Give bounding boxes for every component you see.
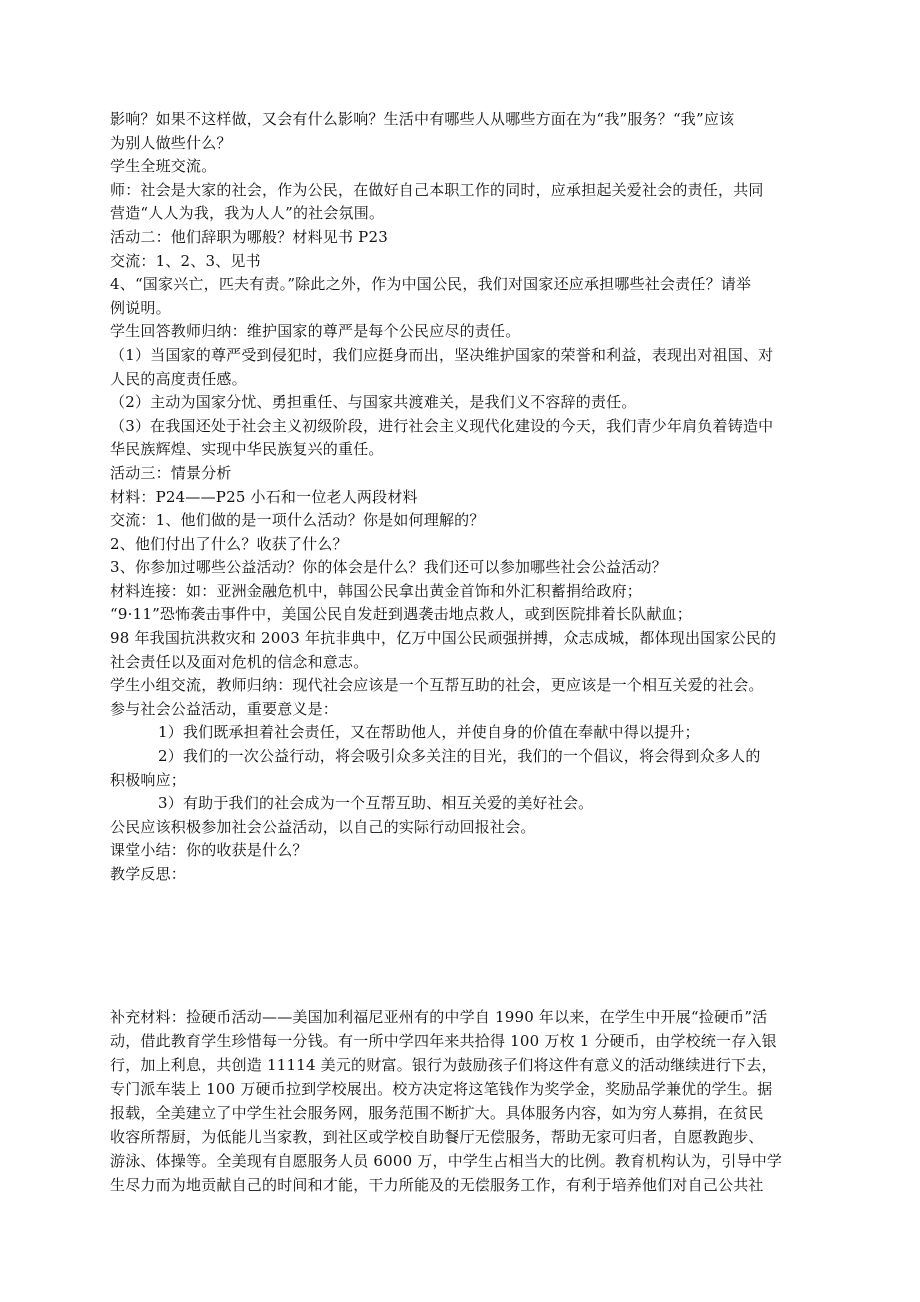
text-line: 营造“人人为我，我为人人”的社会氛围。: [110, 204, 385, 223]
supplementary-material-section: [110, 1005, 820, 1197]
text-line: 专门派车装上 100 万硬币拉到学校展出。校方决定将这笔钱作为奖学金，奖励品学兼优的学生。据: [110, 1079, 773, 1098]
text-line: 收容所帮厨，为低能儿当家教，到社区或学校自助餐厅无偿服务，帮助无家可归者，自愿教跑步、: [110, 1127, 764, 1146]
text-line: （3）在我国还处于社会主义初级阶段，进行社会主义现代化建设的今天，我们青少年肩负着铸造中: [110, 416, 774, 435]
text-line: 报载，全美建立了中学生社会服务网，服务范围不断扩大。具体服务内容，如为穷人募捐，在贫民: [110, 1103, 764, 1122]
text-line: （1）当国家的尊严受到侵犯时，我们应挺身而出，坚决维护国家的荣誉和利益，表现出对祖国、对: [110, 345, 774, 364]
text-line: 交流：1、2、3、见书: [110, 251, 261, 270]
text-line: 3、你参加过哪些公益活动？你的体会是什么？我们还可以参加哪些社会公益活动？: [110, 558, 667, 577]
text-line: 社会责任以及面对危机的信念和意志。: [110, 652, 369, 671]
text-line: 活动二：他们辞职为哪般？材料见书 P23: [110, 227, 388, 246]
text-line: 动，借此教育学生珍惜每一分钱。有一所中学四年来共拾得 100 万枚 1 分硬币，由学校统一存入银: [110, 1031, 777, 1050]
text-line: 4、“国家兴亡，匹夫有责。”除此之外，作为中国公民，我们对国家还应承担哪些社会责任？请举: [110, 275, 752, 294]
text-line: 材料：P24——P25 小石和一位老人两段材料: [110, 487, 418, 506]
blank-space: [110, 887, 820, 1005]
text-line: 游泳、体操等。全美现有自愿服务人员 6000 万，中学生占相当大的比例。教育机构认为，引导中学: [110, 1151, 783, 1170]
text-line: 1）我们既承担着社会责任，又在帮助他人，并使自身的价值在奉献中得以提升；: [158, 723, 700, 742]
text-line: 材料连接：如：亚洲金融危机中，韩国公民拿出黄金首饰和外汇积蓄捐给政府；: [110, 581, 643, 600]
text-line: 2、他们付出了什么？收获了什么？: [110, 534, 348, 553]
text-line: 参与社会公益活动，重要意义是：: [110, 699, 339, 718]
text-line: 学生小组交流，教师归纳：现代社会应该是一个互帮互助的社会，更应该是一个相互关爱的社会。: [110, 676, 764, 695]
text-line: 教学反思：: [110, 865, 187, 883]
text-line: 师：社会是大家的社会，作为公民，在做好自己本职工作的同时，应承担起关爱社会的责任，共同: [110, 180, 764, 199]
text-line: 行，加上利息，共创造 11114 美元的财富。银行为鼓励孩子们将这件有意义的活动继续进行下去，: [110, 1055, 777, 1074]
lesson-text-section: [110, 108, 820, 887]
text-line: 为别人做些什么？: [110, 133, 232, 152]
text-line: 积极响应；: [110, 770, 187, 789]
text-line: 人民的高度责任感。: [110, 369, 247, 388]
text-line: 学生全班交流。: [110, 157, 217, 176]
text-line: （2）主动为国家分忧、勇担重任、与国家共渡难关，是我们义不容辞的责任。: [110, 393, 637, 412]
text-line: 例说明。: [110, 298, 171, 317]
text-line: 3）有助于我们的社会成为一个互帮互助、相互关爱的美好社会。: [158, 794, 594, 813]
text-line: 课堂小结：你的收获是什么？: [110, 841, 308, 860]
text-line: 华民族辉煌、实现中华民族复兴的重任。: [110, 440, 384, 459]
text-line: 98 年我国抗洪救灾和 2003 年抗非典中，亿万中国公民顽强拼搏，众志成城，都体现出国家公民的: [110, 629, 777, 648]
text-line: “9·11”恐怖袭击事件中，美国公民自发赶到遇袭击地点救人，或到医院排着长队献血；: [110, 605, 692, 624]
text-line: 影响？如果不这样做，又会有什么影响？生活中有哪些人从哪些方面在为“我”服务？“我”应该: [110, 110, 735, 128]
text-line: 公民应该积极参加社会公益活动，以自己的实际行动回报社会。: [110, 817, 536, 836]
text-line: 活动三：情景分析: [110, 463, 232, 482]
text-line: 生尽力而为地贡献自己的时间和才能，干力所能及的无偿服务工作，有利于培养他们对自己公共社: [110, 1175, 764, 1194]
text-line: 2）我们的一次公益行动，将会吸引众多关注的目光，我们的一个倡议，将会得到众多人的: [158, 747, 761, 766]
text-line: 补充材料：捡硬币活动——美国加利福尼亚州有的中学自 1990 年以来，在学生中开展“捡硬币”活: [110, 1007, 768, 1026]
text-line: 学生回答教师归纳：维护国家的尊严是每个公民应尽的责任。: [110, 322, 521, 341]
text-line: 交流：1、他们做的是一项什么活动？你是如何理解的？: [110, 511, 485, 530]
